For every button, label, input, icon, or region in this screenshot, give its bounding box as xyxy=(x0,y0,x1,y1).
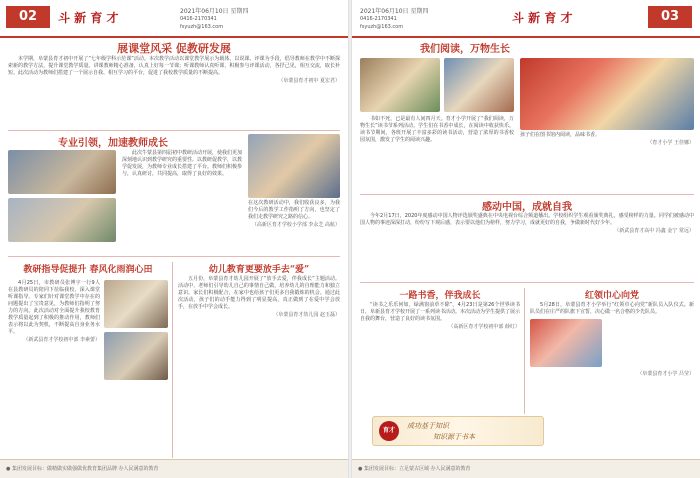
red-scarf-ceremony-photo xyxy=(530,319,602,367)
article-author: （阜蒙县育才小学 吕莹） xyxy=(637,371,694,377)
footer-motto: ● 集团发展目标：做精做实做强做优教育集团品牌 办人民满意的教育 xyxy=(6,466,159,472)
motto-banner xyxy=(372,416,544,446)
library-photo xyxy=(444,58,514,112)
group-reading-photo xyxy=(520,58,694,130)
left-header xyxy=(0,0,348,38)
teacher-lecture-photo xyxy=(8,198,116,242)
article-author: （阜蒙县育才幼儿园 赵玉磊） xyxy=(273,312,340,318)
article-early-education xyxy=(178,262,340,460)
article-body: “读书之乐乐何如，绿满窗前草不除”。4月23日是第26个世界读书日，阜新县育才学校开展了一系列读书活动。本次活动为学生提供了展示自我的舞台，营造了良好的读书氛围。 xyxy=(360,302,520,322)
left-footer xyxy=(0,459,348,478)
article-author: （高新区育才学校小学部 李永芝 高航） xyxy=(251,222,340,228)
right-page xyxy=(352,0,700,478)
article-title: 幼儿教育更要放手去“爱” xyxy=(208,265,310,275)
article-body: 今年2月17日，2020年度感动中国人物评选颁奖盛典在中央电视台综合频道播出。学校组织学生观看颁奖典礼，感受榜样的力量。同学们被感动中国人物的事迹深深打动，纷纷写下观后感，表示要以他们为榜样，努力学习，成就更好的自我，争做新时代好少年。 xyxy=(360,213,694,226)
editor-tel: 0416-2170341 xyxy=(180,16,217,22)
article-title: 专业引领，加速教师成长 xyxy=(58,138,168,149)
article-text-col xyxy=(122,150,242,178)
divider xyxy=(360,194,694,195)
email: fsyuzh@163.com xyxy=(180,24,224,30)
divider xyxy=(8,130,340,131)
article-body: 五月份，阜蒙县育才幼儿园开展了“放手去爱，伴我成长”主题活动。活动中，老师们引导幼儿自己的事情自己做，培养幼儿的自理能力和独立意识。家长们积极配合，在家中也给孩子们更多自我锻炼的机会。通过此次活动，孩子们的动手能力得到了明显提高，真正做到了在爱中学会放手，在放手中学会成长。 xyxy=(178,276,340,310)
column-divider xyxy=(524,288,525,414)
right-header xyxy=(352,0,700,38)
masthead-logo: 斗 新 育 才 xyxy=(512,11,573,25)
issue-date: 2021年06月10日 星期四 xyxy=(180,8,249,15)
page-number: 02 xyxy=(6,6,50,28)
motto-line-2: 知识源于书本 xyxy=(433,433,475,441)
article-body: 5月28日，阜蒙县育才小学举行“红领巾心向党”新队员入队仪式。新队员们在庄严的队旗下宣誓，决心做一名合格的少先队员。 xyxy=(530,302,694,315)
left-page xyxy=(0,0,348,478)
article-red-scarf xyxy=(530,288,694,446)
divider xyxy=(8,256,340,257)
article-book-fragrance xyxy=(360,288,520,414)
article-title: 红领巾心向党 xyxy=(584,291,639,301)
article-reading-festival xyxy=(360,40,694,190)
article-author: （新武县育才高中 冯鑫 金宁 常远） xyxy=(614,228,694,234)
expert-feedback-photo xyxy=(104,332,168,380)
article-touching-china xyxy=(360,198,694,278)
article-research-guidance xyxy=(8,262,168,460)
photo-caption: 孩子们在图书馆内阅读，品味书香。 xyxy=(520,132,601,138)
teachers-meeting-photo xyxy=(8,150,116,194)
article-body: 此次牛蒙县第四届初中教研活动开展，使我们更加深刻地认识到教学研究的重要性。以教研促教学，以教学促发展，为教师专业成长搭建了平台。教师们积极参与，认真研讨，共同提高，取得了良好的效果。 xyxy=(122,150,243,177)
masthead-logo: 斗 新 育 才 xyxy=(58,11,119,25)
email: fsyuzh@163.com xyxy=(360,24,404,30)
footer-motto: ● 集团发展目标：立足蒙古区域 办人民满意的教育 xyxy=(358,466,471,472)
article-text-col xyxy=(8,280,100,343)
article-title: 展课堂风采 促教研发展 xyxy=(117,42,231,55)
editor-tel: 0416-2170341 xyxy=(360,16,397,22)
article-classroom-showcase xyxy=(8,40,340,128)
article-quote-col xyxy=(248,200,340,228)
motto-line-1: 成功基于知识 xyxy=(407,422,449,430)
classroom-visit-photo xyxy=(104,280,168,328)
article-title: 感动中国，成就自我 xyxy=(482,202,572,213)
issue-date: 2021年06月10日 星期四 xyxy=(360,8,429,15)
column-divider xyxy=(172,262,173,458)
article-title: 一路书香，伴我成长 xyxy=(399,291,481,301)
article-title: 我们阅读，万物生长 xyxy=(420,44,510,55)
article-photos xyxy=(8,150,116,242)
divider xyxy=(360,282,694,283)
article-body: 4月25日，市教研员张博宇一行9人在县教研员的陪同下莅临我校，深入课堂听课指导。专家们针对课堂教学中存在的问题提出了宝贵意见，为教师们指明了努力的方向。此次活动对全面提升我校教育教学质量起到了积极的推动作用，教师们表示将以此为契机，不断提高自身业务水平。 xyxy=(8,280,100,335)
teacher-portrait-photo xyxy=(248,134,340,198)
article-quote: 在这次教研活动中，我们收获良多，为我们今后的教学工作指明了方向，也坚定了我们走教学研究之路的信心。 xyxy=(248,200,340,220)
article-caption-col xyxy=(520,132,694,146)
article-title: 教研指导促提升 春风化雨润心田 xyxy=(23,265,153,275)
school-logo: 育才 xyxy=(379,421,399,441)
article-body: 书如不死，已是最有人间四月天。育才小学开展了“我们阅读，万物生长”读书节系列活动。学生们在书香中成长，在阅读中收获快乐。读书节期间，各班开展了丰富多彩的读书活动，营造了浓厚的书香校园氛围，激发了学生的阅读兴趣。 xyxy=(360,116,514,143)
article-professional-growth xyxy=(8,134,340,244)
article-author: （新武县育才学校初中部 李素蕾） xyxy=(23,337,100,343)
article-author: （育才小学 王佳娜） xyxy=(647,140,694,146)
article-text-col xyxy=(360,116,514,144)
article-body: 本学期，阜蒙县育才初中开展了“七年级学科示范课”活动。本次教学活动以课堂教学展示为载体，以说课、评课为手段，倡导教师在教学中不断探索新的教学方法，提升课堂教学质量。讲课教师精心准备，认真上好每一节课；听课教师认真听课，积极参与评课活动，各抒己见，相互交流，取长补短。此次活动为教师们搭建了一个展示自我、相互学习的平台，促进了我校教学质量的不断提高。 xyxy=(8,56,340,76)
page-number: 03 xyxy=(648,6,692,28)
students-reading-photo xyxy=(360,58,440,112)
article-author: （高新区育才学校初中部 薛红） xyxy=(448,324,520,330)
article-author: （阜蒙县育才初中 夏宏君） xyxy=(278,78,340,84)
right-footer xyxy=(352,459,700,478)
